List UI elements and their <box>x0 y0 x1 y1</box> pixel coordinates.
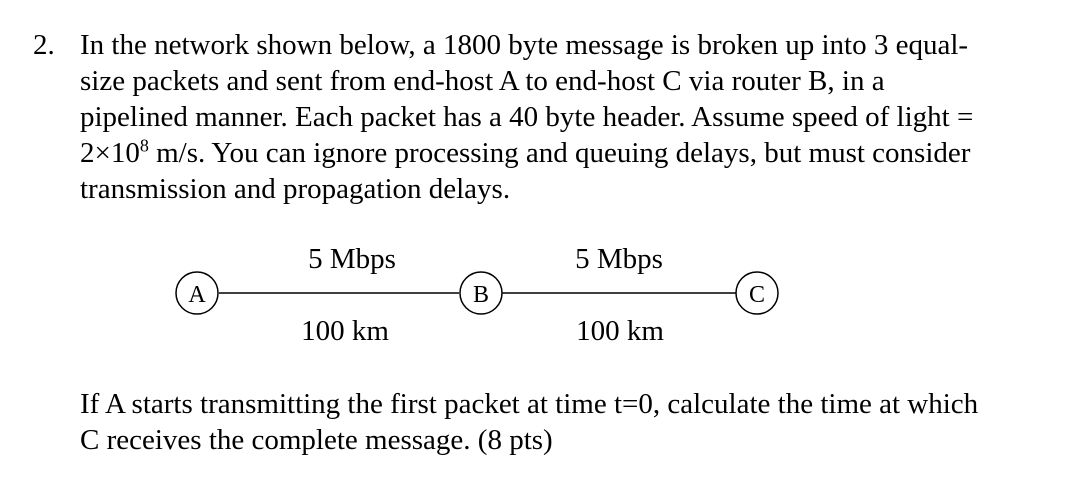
question-line-2: size packets and sent from end-host A to end-host C via router B, in a <box>80 65 885 97</box>
followup-text <box>80 386 1070 458</box>
link-b-c-distance: 100 km <box>576 315 664 347</box>
link-a-b-distance: 100 km <box>301 315 389 347</box>
question-number: 2. <box>33 29 55 61</box>
node-c <box>736 272 778 314</box>
link-a-b-rate: 5 Mbps <box>308 243 396 275</box>
node-c-label: C <box>748 282 766 308</box>
speed-value: 2×10 <box>80 137 140 169</box>
node-b-label: B <box>472 282 490 308</box>
node-a-label: A <box>188 282 206 308</box>
speed-rest: m/s. You can ignore processing and queuing delays, but must consider <box>148 137 971 169</box>
node-b <box>460 272 502 314</box>
followup-line-2: C receives the complete message. (8 pts) <box>80 424 553 456</box>
link-b-c-rate: 5 Mbps <box>575 243 663 275</box>
question-line-5: transmission and propagation delays. <box>80 173 511 205</box>
node-a <box>176 272 218 314</box>
question-line-3: pipelined manner. Each packet has a 40 byte header. Assume speed of light = <box>80 101 974 133</box>
speed-exponent: 8 <box>139 135 149 156</box>
followup-line-1: If A starts transmitting the first packet at time t=0, calculate the time at which <box>80 388 979 420</box>
question-line-1: In the network shown below, a 1800 byte message is broken up into 3 equal- <box>80 29 969 61</box>
